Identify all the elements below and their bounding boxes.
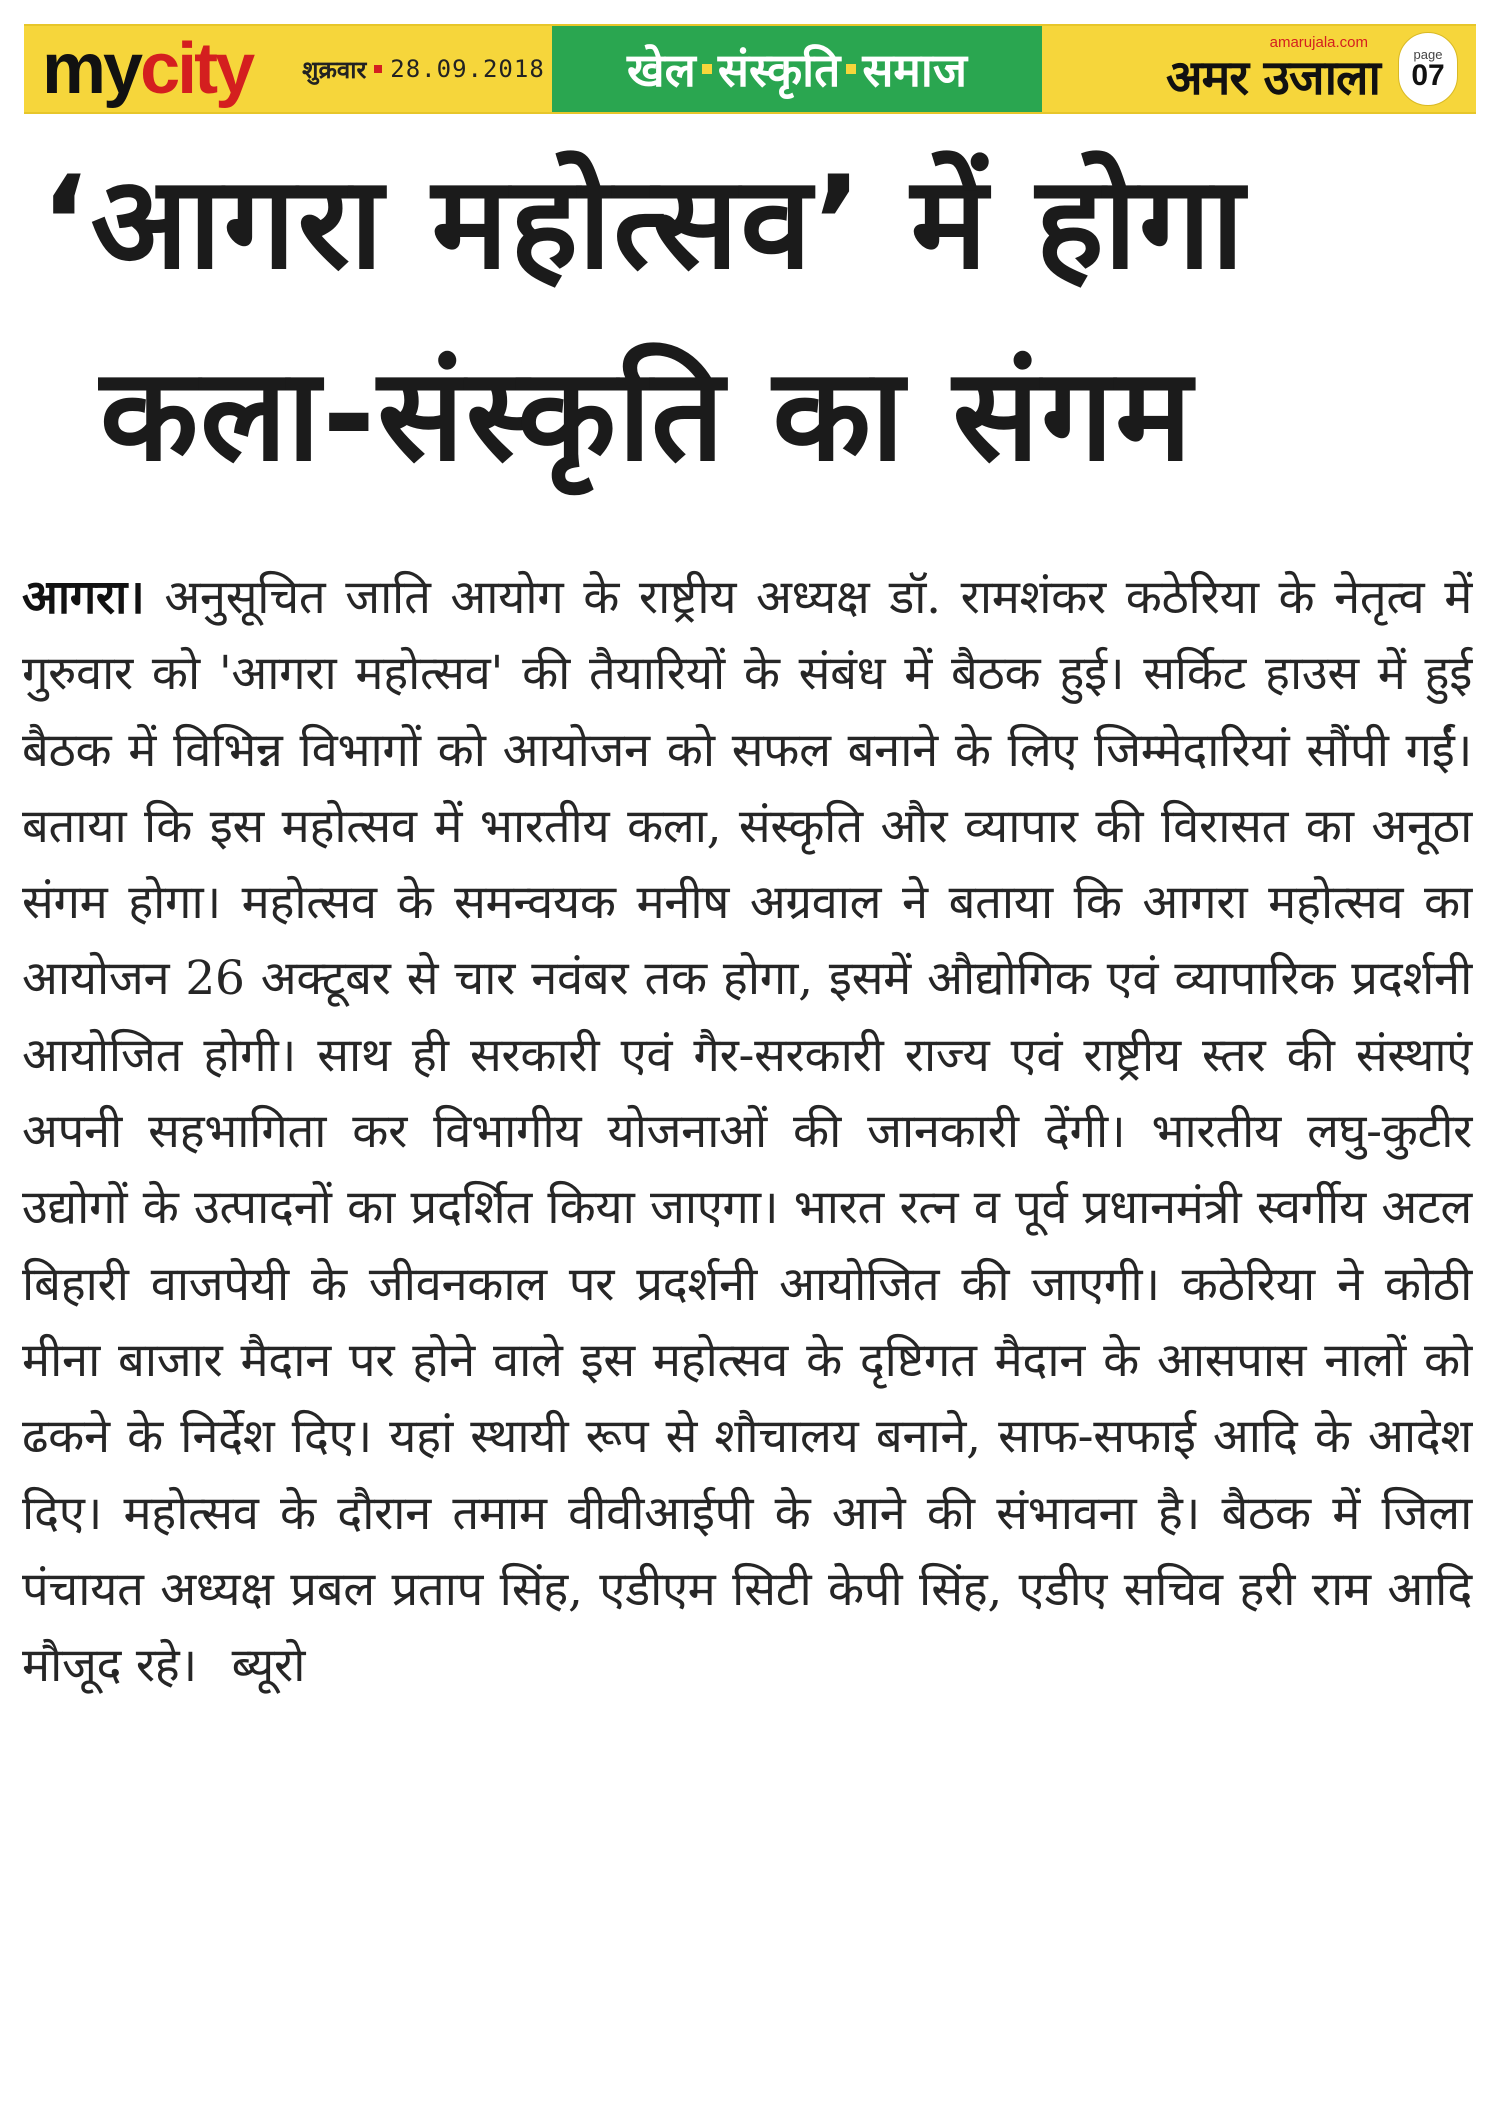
headline-line-1: ‘आगरा महोत्सव’ में होगा — [40, 149, 1247, 298]
issue-day: शुक्रवार — [302, 55, 367, 84]
page-number-badge — [1398, 32, 1458, 106]
article-dateline: आगरा। — [22, 570, 145, 625]
section-word-1: खेल — [627, 43, 696, 97]
headline-line-2: कला-संस्कृति का संगम — [100, 341, 1194, 490]
section-banner — [552, 26, 1042, 112]
section-separator-dot — [846, 64, 856, 74]
issue-date — [302, 53, 545, 86]
logo-city: city — [140, 29, 253, 109]
article-body — [22, 560, 1472, 1704]
masthead-strip — [24, 24, 1476, 114]
amar-ujala-logo: अमर उजाला — [1165, 49, 1380, 106]
section-word-2: संस्कृति — [717, 43, 841, 97]
section-word-3: समाज — [862, 43, 967, 97]
article-headline — [40, 128, 1470, 512]
page-number: 07 — [1411, 58, 1445, 92]
site-url: amarujala.com — [1269, 34, 1368, 51]
masthead-left — [24, 26, 552, 112]
page-label: page — [1413, 46, 1443, 62]
logo-my: my — [42, 29, 141, 109]
masthead-right — [1042, 26, 1476, 112]
issue-date-value: 28.09.2018 — [390, 55, 545, 83]
section-separator-dot — [702, 64, 712, 74]
article-body-text: अनुसूचित जाति आयोग के राष्ट्रीय अध्यक्ष डॉ. रामशंकर कठेरिया के नेतृत्व में गुरुवार को 'आगरा महोत्सव' की तैयारियों के संबंध में बैठक हुई। सर्किट हाउस में हुई बैठक में विभिन्न विभागों को आयोजन को सफल बनाने के लिए जिम्मेदारियां सौंपी गईं। बताया कि इस महोत्सव में भारतीय कला, संस्कृति और व्यापार की विरासत का अनूठा संगम होगा। महोत्सव के समन्वयक मनीष अग्रवाल ने बताया कि आगरा महोत्सव का आयोजन 26 अक्टूबर से चार नवंबर तक होगा, इसमें औद्योगिक एवं व्यापारिक प्रदर्शनी आयोजित होगी। साथ ही सरकारी एवं गैर-सरकारी राज्य एवं राष्ट्रीय स्तर की संस्थाएं अपनी सहभागिता कर विभागीय योजनाओं की जानकारी देंगी। भारतीय लघु-कुटीर उद्योगों के उत्पादनों का प्रदर्शित किया जाएगा। भारत रत्न व पूर्व प्रधानमंत्री स्वर्गीय अटल बिहारी वाजपेयी के जीवनकाल पर प्रदर्शनी आयोजित की जाएगी। कठेरिया ने कोठी मीना बाजार मैदान पर होने वाले इस महोत्सव के दृष्टिगत मैदान के आसपास नालों को ढकने के निर्देश दिए। यहां स्थायी रूप से शौचालय बनाने, साफ-सफाई आदि के आदेश दिए। महोत्सव के दौरान तमाम वीवीआईपी के आने की संभावना है। बैठक में जिला पंचायत अध्यक्ष प्रबल प्रताप सिंह, एडीएम सिटी केपी सिंह, एडीए सचिव हरी राम आदि मौजूद रहे। — [22, 570, 1473, 1694]
mycity-logo — [42, 29, 253, 109]
date-separator-dot — [374, 65, 382, 73]
article-byline: ब्यूरो — [231, 1638, 306, 1694]
